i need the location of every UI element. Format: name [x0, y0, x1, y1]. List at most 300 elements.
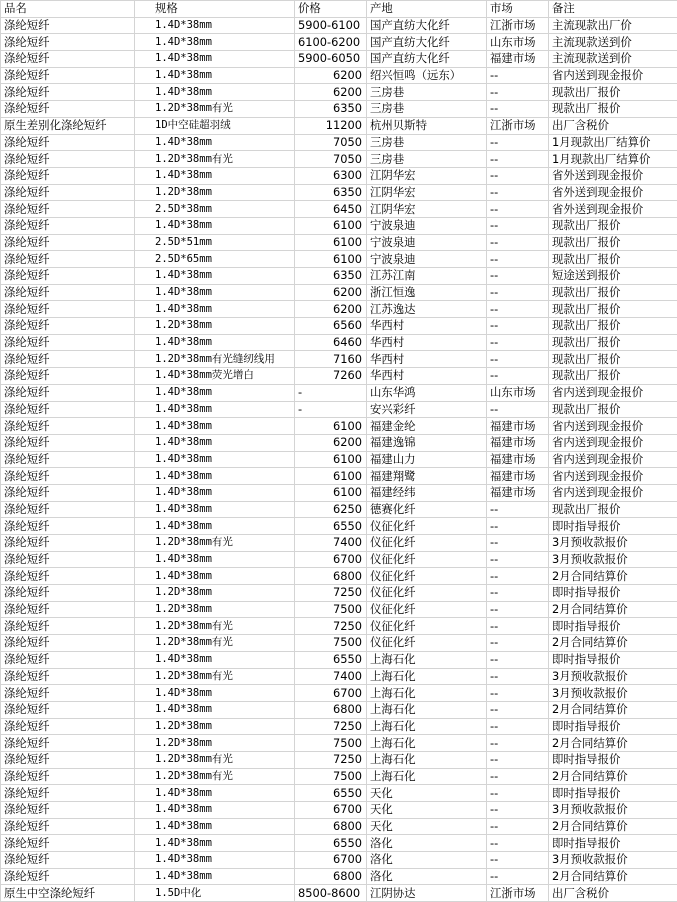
cell-price[interactable]: 6550 [295, 785, 367, 802]
cell-spec[interactable]: 1.4D*38mm [135, 334, 295, 351]
cell-price[interactable]: 6100 [295, 234, 367, 251]
cell-name[interactable]: 涤纶短纤 [1, 635, 135, 652]
header-origin[interactable]: 产地 [367, 1, 487, 18]
cell-origin[interactable]: 江阴华宏 [367, 184, 487, 201]
cell-origin[interactable]: 上海石化 [367, 685, 487, 702]
header-price[interactable]: 价格 [295, 1, 367, 18]
cell-name[interactable]: 涤纶短纤 [1, 751, 135, 768]
cell-remark[interactable]: 2月合同结算价 [549, 635, 677, 652]
cell-remark[interactable]: 现款出厂报价 [549, 501, 677, 518]
cell-spec[interactable]: 1.4D*38mm [135, 167, 295, 184]
cell-name[interactable]: 涤纶短纤 [1, 668, 135, 685]
cell-name[interactable]: 涤纶短纤 [1, 384, 135, 401]
cell-name[interactable]: 涤纶短纤 [1, 651, 135, 668]
cell-market[interactable]: -- [487, 618, 549, 635]
cell-market[interactable]: -- [487, 802, 549, 819]
cell-price[interactable]: 7250 [295, 585, 367, 602]
cell-spec[interactable]: 2.5D*38mm [135, 201, 295, 218]
cell-name[interactable]: 涤纶短纤 [1, 368, 135, 385]
cell-spec[interactable]: 1.4D*38mm [135, 451, 295, 468]
cell-remark[interactable]: 现款出厂报价 [549, 301, 677, 318]
cell-market[interactable]: -- [487, 768, 549, 785]
cell-origin[interactable]: 江阴协达 [367, 885, 487, 902]
cell-price[interactable]: 6100 [295, 468, 367, 485]
cell-remark[interactable]: 即时指导报价 [549, 785, 677, 802]
cell-market[interactable]: -- [487, 751, 549, 768]
cell-market[interactable]: -- [487, 401, 549, 418]
cell-remark[interactable]: 省内送到现金报价 [549, 468, 677, 485]
cell-origin[interactable]: 仪征化纤 [367, 568, 487, 585]
cell-spec[interactable]: 1.4D*38mm [135, 84, 295, 101]
cell-origin[interactable]: 江阴华宏 [367, 167, 487, 184]
cell-price[interactable]: 6350 [295, 184, 367, 201]
cell-market[interactable]: 福建市场 [487, 51, 549, 68]
cell-spec[interactable]: 1.4D*38mm [135, 418, 295, 435]
cell-name[interactable]: 涤纶短纤 [1, 484, 135, 501]
cell-name[interactable]: 涤纶短纤 [1, 568, 135, 585]
cell-spec[interactable]: 1.4D*38mm [135, 468, 295, 485]
cell-market[interactable]: -- [487, 284, 549, 301]
cell-market[interactable]: -- [487, 535, 549, 552]
cell-spec[interactable]: 1.4D*38mm荧光增白 [135, 368, 295, 385]
cell-price[interactable]: 7400 [295, 535, 367, 552]
cell-market[interactable]: 江浙市场 [487, 17, 549, 34]
cell-spec[interactable]: 1.4D*38mm [135, 785, 295, 802]
cell-spec[interactable]: 1.4D*38mm [135, 384, 295, 401]
cell-remark[interactable]: 现款出厂报价 [549, 368, 677, 385]
cell-market[interactable]: -- [487, 718, 549, 735]
cell-market[interactable]: 福建市场 [487, 418, 549, 435]
cell-origin[interactable]: 国产直纺大化纤 [367, 51, 487, 68]
cell-name[interactable]: 涤纶短纤 [1, 518, 135, 535]
cell-market[interactable]: -- [487, 101, 549, 118]
cell-price[interactable]: 8500-8600 [295, 885, 367, 902]
cell-spec[interactable]: 1.4D*38mm [135, 685, 295, 702]
cell-price[interactable]: 6550 [295, 835, 367, 852]
cell-price[interactable]: 6100 [295, 484, 367, 501]
cell-market[interactable]: -- [487, 268, 549, 285]
cell-origin[interactable]: 上海石化 [367, 668, 487, 685]
cell-market[interactable]: -- [487, 568, 549, 585]
cell-name[interactable]: 涤纶短纤 [1, 852, 135, 869]
cell-price[interactable]: 6100 [295, 451, 367, 468]
cell-name[interactable]: 涤纶短纤 [1, 835, 135, 852]
cell-spec[interactable]: 1.4D*38mm [135, 568, 295, 585]
cell-price[interactable]: 6700 [295, 685, 367, 702]
cell-name[interactable]: 涤纶短纤 [1, 434, 135, 451]
cell-spec[interactable]: 1.2D*38mm [135, 184, 295, 201]
cell-name[interactable]: 涤纶短纤 [1, 535, 135, 552]
cell-price[interactable]: 6100 [295, 418, 367, 435]
cell-remark[interactable]: 出厂含税价 [549, 117, 677, 134]
cell-price[interactable]: - [295, 401, 367, 418]
cell-origin[interactable]: 绍兴恒鸣（远东） [367, 67, 487, 84]
cell-price[interactable]: 7160 [295, 351, 367, 368]
cell-name[interactable]: 涤纶短纤 [1, 234, 135, 251]
cell-market[interactable]: -- [487, 201, 549, 218]
cell-origin[interactable]: 上海石化 [367, 751, 487, 768]
cell-price[interactable]: 6300 [295, 167, 367, 184]
cell-price[interactable]: 6100-6200 [295, 34, 367, 51]
cell-market[interactable]: -- [487, 635, 549, 652]
cell-spec[interactable]: 2.5D*51mm [135, 234, 295, 251]
header-spec[interactable]: 规格 [135, 1, 295, 18]
cell-remark[interactable]: 即时指导报价 [549, 585, 677, 602]
cell-price[interactable]: 6200 [295, 67, 367, 84]
cell-origin[interactable]: 国产直纺大化纤 [367, 34, 487, 51]
cell-origin[interactable]: 仪征化纤 [367, 551, 487, 568]
cell-origin[interactable]: 三房巷 [367, 134, 487, 151]
cell-origin[interactable]: 福建山力 [367, 451, 487, 468]
cell-market[interactable]: -- [487, 67, 549, 84]
cell-price[interactable]: 6800 [295, 868, 367, 885]
cell-price[interactable]: 6250 [295, 501, 367, 518]
cell-market[interactable]: 福建市场 [487, 434, 549, 451]
cell-spec[interactable]: 1.5D中化 [135, 885, 295, 902]
cell-remark[interactable]: 省内送到现金报价 [549, 67, 677, 84]
cell-price[interactable]: 6800 [295, 568, 367, 585]
cell-origin[interactable]: 山东华鸿 [367, 384, 487, 401]
cell-spec[interactable]: 1.4D*38mm [135, 835, 295, 852]
cell-price[interactable]: 6200 [295, 434, 367, 451]
cell-spec[interactable]: 1.4D*38mm [135, 501, 295, 518]
cell-origin[interactable]: 天化 [367, 785, 487, 802]
cell-remark[interactable]: 省内送到现金报价 [549, 434, 677, 451]
cell-origin[interactable]: 三房巷 [367, 84, 487, 101]
cell-market[interactable]: -- [487, 167, 549, 184]
cell-remark[interactable]: 3月预收款报价 [549, 685, 677, 702]
cell-origin[interactable]: 福建翔鹭 [367, 468, 487, 485]
cell-remark[interactable]: 主流现款送到价 [549, 34, 677, 51]
cell-market[interactable]: -- [487, 651, 549, 668]
cell-spec[interactable]: 1.2D*38mm有光缝纫线用 [135, 351, 295, 368]
cell-name[interactable]: 涤纶短纤 [1, 251, 135, 268]
cell-remark[interactable]: 省外送到现金报价 [549, 201, 677, 218]
cell-remark[interactable]: 现款出厂报价 [549, 284, 677, 301]
cell-market[interactable]: -- [487, 601, 549, 618]
cell-origin[interactable]: 江苏江南 [367, 268, 487, 285]
cell-market[interactable]: -- [487, 785, 549, 802]
cell-remark[interactable]: 省内送到现金报价 [549, 484, 677, 501]
cell-remark[interactable]: 3月预收款报价 [549, 551, 677, 568]
cell-market[interactable]: -- [487, 818, 549, 835]
cell-name[interactable]: 涤纶短纤 [1, 334, 135, 351]
cell-price[interactable]: 7500 [295, 735, 367, 752]
cell-market[interactable]: -- [487, 852, 549, 869]
cell-origin[interactable]: 华西村 [367, 318, 487, 335]
cell-price[interactable]: 6200 [295, 284, 367, 301]
cell-name[interactable]: 涤纶短纤 [1, 101, 135, 118]
cell-origin[interactable]: 仪征化纤 [367, 635, 487, 652]
header-remark[interactable]: 备注 [549, 1, 677, 18]
cell-price[interactable]: 7250 [295, 618, 367, 635]
cell-remark[interactable]: 即时指导报价 [549, 651, 677, 668]
cell-market[interactable]: -- [487, 351, 549, 368]
cell-remark[interactable]: 2月合同结算价 [549, 601, 677, 618]
cell-origin[interactable]: 华西村 [367, 351, 487, 368]
cell-spec[interactable]: 1.2D*38mm有光 [135, 635, 295, 652]
cell-spec[interactable]: 1.4D*38mm [135, 134, 295, 151]
cell-price[interactable]: 6700 [295, 852, 367, 869]
cell-name[interactable]: 涤纶短纤 [1, 217, 135, 234]
cell-market[interactable]: -- [487, 234, 549, 251]
cell-remark[interactable]: 2月合同结算价 [549, 568, 677, 585]
cell-remark[interactable]: 省内送到现金报价 [549, 384, 677, 401]
cell-market[interactable]: -- [487, 84, 549, 101]
cell-price[interactable]: 6200 [295, 84, 367, 101]
cell-name[interactable]: 涤纶短纤 [1, 468, 135, 485]
cell-remark[interactable]: 3月预收款报价 [549, 535, 677, 552]
cell-name[interactable]: 涤纶短纤 [1, 768, 135, 785]
cell-market[interactable]: 江浙市场 [487, 117, 549, 134]
cell-spec[interactable]: 1.4D*38mm [135, 868, 295, 885]
cell-spec[interactable]: 1.4D*38mm [135, 51, 295, 68]
cell-remark[interactable]: 省内送到现金报价 [549, 418, 677, 435]
cell-spec[interactable]: 1.4D*38mm [135, 852, 295, 869]
cell-price[interactable]: 7250 [295, 751, 367, 768]
cell-name[interactable]: 涤纶短纤 [1, 718, 135, 735]
cell-price[interactable]: 6560 [295, 318, 367, 335]
cell-remark[interactable]: 现款出厂报价 [549, 401, 677, 418]
cell-market[interactable]: -- [487, 184, 549, 201]
cell-price[interactable]: - [295, 384, 367, 401]
cell-price[interactable]: 6800 [295, 818, 367, 835]
cell-name[interactable]: 涤纶短纤 [1, 802, 135, 819]
cell-spec[interactable]: 1.4D*38mm [135, 34, 295, 51]
cell-spec[interactable]: 1.4D*38mm [135, 268, 295, 285]
cell-origin[interactable]: 国产直纺大化纤 [367, 17, 487, 34]
cell-origin[interactable]: 洛化 [367, 852, 487, 869]
cell-spec[interactable]: 1.2D*38mm有光 [135, 668, 295, 685]
cell-price[interactable]: 6550 [295, 518, 367, 535]
cell-origin[interactable]: 宁波泉迪 [367, 217, 487, 234]
cell-market[interactable]: -- [487, 735, 549, 752]
cell-price[interactable]: 6460 [295, 334, 367, 351]
cell-name[interactable]: 涤纶短纤 [1, 785, 135, 802]
cell-origin[interactable]: 上海石化 [367, 718, 487, 735]
cell-spec[interactable]: 1D中空硅超羽绒 [135, 117, 295, 134]
cell-origin[interactable]: 洛化 [367, 868, 487, 885]
cell-name[interactable]: 涤纶短纤 [1, 151, 135, 168]
cell-spec[interactable]: 1.2D*38mm有光 [135, 618, 295, 635]
cell-origin[interactable]: 安兴彩纤 [367, 401, 487, 418]
cell-origin[interactable]: 福建逸锦 [367, 434, 487, 451]
cell-name[interactable]: 涤纶短纤 [1, 134, 135, 151]
cell-origin[interactable]: 上海石化 [367, 735, 487, 752]
cell-market[interactable]: -- [487, 217, 549, 234]
cell-spec[interactable]: 1.2D*38mm有光 [135, 101, 295, 118]
cell-spec[interactable]: 1.2D*38mm有光 [135, 535, 295, 552]
cell-origin[interactable]: 仪征化纤 [367, 518, 487, 535]
cell-spec[interactable]: 1.4D*38mm [135, 551, 295, 568]
cell-price[interactable]: 11200 [295, 117, 367, 134]
cell-origin[interactable]: 三房巷 [367, 101, 487, 118]
cell-spec[interactable]: 1.2D*38mm [135, 601, 295, 618]
cell-market[interactable]: 福建市场 [487, 468, 549, 485]
cell-name[interactable]: 涤纶短纤 [1, 318, 135, 335]
cell-remark[interactable]: 2月合同结算价 [549, 768, 677, 785]
cell-remark[interactable]: 即时指导报价 [549, 751, 677, 768]
cell-origin[interactable]: 上海石化 [367, 701, 487, 718]
cell-origin[interactable]: 洛化 [367, 835, 487, 852]
cell-spec[interactable]: 1.2D*38mm有光 [135, 768, 295, 785]
cell-market[interactable]: -- [487, 368, 549, 385]
cell-name[interactable]: 涤纶短纤 [1, 51, 135, 68]
cell-remark[interactable]: 主流现款出厂价 [549, 17, 677, 34]
cell-origin[interactable]: 仪征化纤 [367, 585, 487, 602]
cell-origin[interactable]: 福建金纶 [367, 418, 487, 435]
cell-spec[interactable]: 1.4D*38mm [135, 17, 295, 34]
cell-spec[interactable]: 1.2D*38mm [135, 585, 295, 602]
cell-name[interactable]: 涤纶短纤 [1, 685, 135, 702]
cell-origin[interactable]: 天化 [367, 818, 487, 835]
cell-spec[interactable]: 1.4D*38mm [135, 484, 295, 501]
cell-spec[interactable]: 1.4D*38mm [135, 434, 295, 451]
cell-remark[interactable]: 2月合同结算价 [549, 818, 677, 835]
cell-origin[interactable]: 宁波泉迪 [367, 251, 487, 268]
cell-price[interactable]: 7250 [295, 718, 367, 735]
cell-remark[interactable]: 现款出厂报价 [549, 84, 677, 101]
cell-name[interactable]: 涤纶短纤 [1, 401, 135, 418]
cell-origin[interactable]: 仪征化纤 [367, 618, 487, 635]
cell-spec[interactable]: 1.2D*38mm有光 [135, 151, 295, 168]
cell-name[interactable]: 涤纶短纤 [1, 601, 135, 618]
cell-remark[interactable]: 即时指导报价 [549, 718, 677, 735]
cell-market[interactable]: -- [487, 151, 549, 168]
cell-name[interactable]: 涤纶短纤 [1, 301, 135, 318]
cell-origin[interactable]: 江苏逸达 [367, 301, 487, 318]
cell-name[interactable]: 涤纶短纤 [1, 268, 135, 285]
cell-name[interactable]: 涤纶短纤 [1, 501, 135, 518]
cell-price[interactable]: 6450 [295, 201, 367, 218]
cell-remark[interactable]: 现款出厂报价 [549, 101, 677, 118]
cell-remark[interactable]: 现款出厂报价 [549, 251, 677, 268]
cell-name[interactable]: 原生差别化涤纶短纤 [1, 117, 135, 134]
cell-origin[interactable]: 天化 [367, 802, 487, 819]
cell-remark[interactable]: 现款出厂报价 [549, 334, 677, 351]
cell-origin[interactable]: 上海石化 [367, 651, 487, 668]
cell-market[interactable]: -- [487, 835, 549, 852]
cell-remark[interactable]: 1月现款出厂结算价 [549, 151, 677, 168]
cell-price[interactable]: 7500 [295, 635, 367, 652]
cell-price[interactable]: 5900-6100 [295, 17, 367, 34]
cell-market[interactable]: 山东市场 [487, 384, 549, 401]
cell-name[interactable]: 涤纶短纤 [1, 17, 135, 34]
cell-market[interactable]: -- [487, 868, 549, 885]
cell-remark[interactable]: 即时指导报价 [549, 618, 677, 635]
cell-remark[interactable]: 出厂含税价 [549, 885, 677, 902]
cell-market[interactable]: -- [487, 251, 549, 268]
cell-price[interactable]: 7500 [295, 768, 367, 785]
cell-remark[interactable]: 省外送到现金报价 [549, 167, 677, 184]
cell-spec[interactable]: 1.4D*38mm [135, 284, 295, 301]
cell-remark[interactable]: 省外送到现金报价 [549, 184, 677, 201]
cell-market[interactable]: -- [487, 318, 549, 335]
cell-spec[interactable]: 1.2D*38mm [135, 735, 295, 752]
cell-name[interactable]: 涤纶短纤 [1, 451, 135, 468]
cell-spec[interactable]: 1.4D*38mm [135, 401, 295, 418]
cell-origin[interactable]: 华西村 [367, 368, 487, 385]
cell-market[interactable]: 福建市场 [487, 484, 549, 501]
cell-price[interactable]: 7050 [295, 134, 367, 151]
cell-remark[interactable]: 短途送到报价 [549, 268, 677, 285]
cell-price[interactable]: 6100 [295, 251, 367, 268]
cell-spec[interactable]: 1.4D*38mm [135, 67, 295, 84]
cell-price[interactable]: 6800 [295, 701, 367, 718]
cell-price[interactable]: 7400 [295, 668, 367, 685]
cell-remark[interactable]: 1月现款出厂结算价 [549, 134, 677, 151]
cell-price[interactable]: 7500 [295, 601, 367, 618]
cell-remark[interactable]: 3月预收款报价 [549, 802, 677, 819]
cell-origin[interactable]: 江阴华宏 [367, 201, 487, 218]
cell-name[interactable]: 涤纶短纤 [1, 818, 135, 835]
cell-spec[interactable]: 1.4D*38mm [135, 818, 295, 835]
cell-price[interactable]: 7050 [295, 151, 367, 168]
cell-name[interactable]: 涤纶短纤 [1, 84, 135, 101]
cell-name[interactable]: 涤纶短纤 [1, 585, 135, 602]
cell-remark[interactable]: 现款出厂报价 [549, 351, 677, 368]
cell-market[interactable]: 福建市场 [487, 451, 549, 468]
cell-spec[interactable]: 1.2D*38mm [135, 318, 295, 335]
cell-name[interactable]: 涤纶短纤 [1, 184, 135, 201]
cell-price[interactable]: 6350 [295, 268, 367, 285]
cell-market[interactable]: -- [487, 585, 549, 602]
cell-remark[interactable]: 省内送到现金报价 [549, 451, 677, 468]
cell-name[interactable]: 涤纶短纤 [1, 284, 135, 301]
cell-market[interactable]: -- [487, 668, 549, 685]
cell-market[interactable]: -- [487, 301, 549, 318]
cell-remark[interactable]: 现款出厂报价 [549, 318, 677, 335]
cell-market[interactable]: -- [487, 334, 549, 351]
cell-price[interactable]: 5900-6050 [295, 51, 367, 68]
cell-name[interactable]: 原生中空涤纶短纤 [1, 885, 135, 902]
cell-spec[interactable]: 1.2D*38mm有光 [135, 751, 295, 768]
header-market[interactable]: 市场 [487, 1, 549, 18]
cell-remark[interactable]: 即时指导报价 [549, 518, 677, 535]
cell-name[interactable]: 涤纶短纤 [1, 551, 135, 568]
cell-spec[interactable]: 1.4D*38mm [135, 802, 295, 819]
cell-name[interactable]: 涤纶短纤 [1, 735, 135, 752]
cell-origin[interactable]: 德赛化纤 [367, 501, 487, 518]
cell-spec[interactable]: 2.5D*65mm [135, 251, 295, 268]
cell-remark[interactable]: 现款出厂报价 [549, 234, 677, 251]
cell-origin[interactable]: 杭州贝斯特 [367, 117, 487, 134]
cell-name[interactable]: 涤纶短纤 [1, 351, 135, 368]
cell-name[interactable]: 涤纶短纤 [1, 701, 135, 718]
cell-origin[interactable]: 仪征化纤 [367, 601, 487, 618]
cell-remark[interactable]: 2月合同结算价 [549, 701, 677, 718]
cell-name[interactable]: 涤纶短纤 [1, 167, 135, 184]
cell-spec[interactable]: 1.4D*38mm [135, 217, 295, 234]
cell-market[interactable]: -- [487, 518, 549, 535]
cell-price[interactable]: 6700 [295, 551, 367, 568]
cell-remark[interactable]: 主流现款送到价 [549, 51, 677, 68]
cell-price[interactable]: 6700 [295, 802, 367, 819]
cell-spec[interactable]: 1.4D*38mm [135, 701, 295, 718]
cell-market[interactable]: -- [487, 685, 549, 702]
cell-origin[interactable]: 浙江恒逸 [367, 284, 487, 301]
cell-market[interactable]: 江浙市场 [487, 885, 549, 902]
cell-origin[interactable]: 福建经纬 [367, 484, 487, 501]
cell-price[interactable]: 6100 [295, 217, 367, 234]
header-name[interactable]: 品名 [1, 1, 135, 18]
cell-remark[interactable]: 现款出厂报价 [549, 217, 677, 234]
cell-market[interactable]: -- [487, 134, 549, 151]
cell-spec[interactable]: 1.4D*38mm [135, 301, 295, 318]
cell-spec[interactable]: 1.4D*38mm [135, 651, 295, 668]
cell-name[interactable]: 涤纶短纤 [1, 201, 135, 218]
cell-market[interactable]: -- [487, 501, 549, 518]
